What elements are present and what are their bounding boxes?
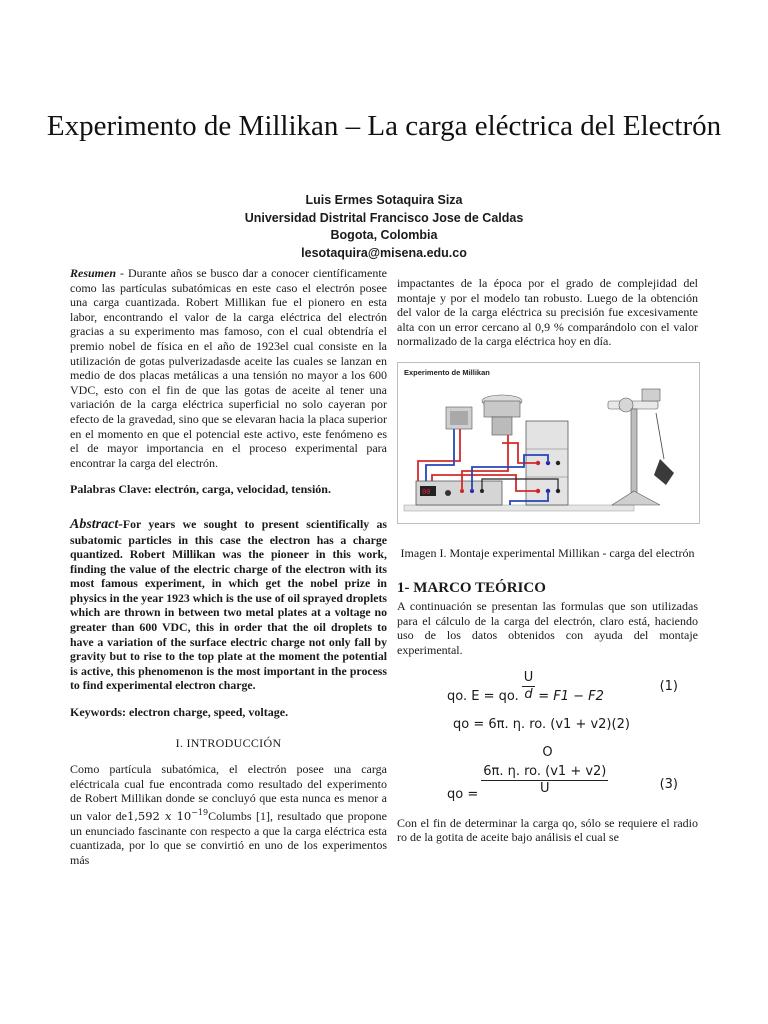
keywords: Keywords: electron charge, speed, voltage. <box>70 705 289 720</box>
intro-paragraph <box>70 762 387 867</box>
intro-text-after: Columbs [1], resultado que propone un enunciado fascinante con respecto a que la carga eléctrica esta cuantizada, por lo que se convirtió en uno de los experimentos más <box>70 809 388 867</box>
palabras-clave: Palabras Clave: electrón, carga, velocidad, tensión. <box>70 482 331 497</box>
millikan-apparatus-illustration <box>398 363 699 523</box>
intro-heading: I. INTRODUCCIÓN <box>175 735 282 750</box>
author-block <box>120 192 648 262</box>
intro-value: 1,592 𝑥 10 <box>126 809 192 823</box>
experiment-figure <box>397 362 700 524</box>
abstract-label: Abstract- <box>70 516 123 532</box>
eq1-fraction: $\frac{U}{d}$ <box>523 669 534 702</box>
intro-exponent: −19 <box>191 808 209 817</box>
resumen-label: Resumen <box>70 266 117 280</box>
equation-1: qo. E = qo. $\frac{U}{d}$ = F1 − F2 (1) <box>447 669 678 704</box>
equation-3: qo = $\frac{6\pi. \eta. ro. (v1 + v2)}{U}$ (3) <box>447 763 678 802</box>
figure-label: Experimento de Millikan <box>404 367 490 377</box>
meter-readout: 00 <box>422 487 431 496</box>
resumen-text: - Durante años se busco dar a conocer científicamente como las partículas subatómicas en este caso el electrón posee una carga cuantizada. Robert Millikan fue el pionero en esta labor, encontrando el valor de la carga eléctrica del electrón gracias a su experimento mas famoso, con el cual obtendría el premio nobel de física en el año de 1923el cual consiste en la utilización de gotas pulverizadasde aceite las cuales se lanzan en medio de dos placas metálicas a una tensión no mayor a los 600 VDC, esto con el fin de que las gotas de aceite al tener una variación de la carga eléctrica superficial no solo cayeran por efecto de la gravedad, sino que se elevaran hacia la placa superior en el momento en que el potencial este activo, este fenómeno es el de mayor importancia en el proceso experimental para encontrar la carga del electrón. <box>70 266 387 470</box>
left-column <box>70 266 387 867</box>
figure-caption: Imagen I. Montaje experimental Millikan - carga del electrón <box>400 545 695 560</box>
eq3-tag: (3) <box>659 776 678 792</box>
resumen-paragraph <box>70 266 387 470</box>
abstract-text: For years we sought to present scientifically as subatomic particles in this case the electron has a charge quantized. Robert Millikan was the pioneer in this work, finding the value of the electric charge of the electron with its most famous experiment, in which get the nobel prize in physics in the year 1923 which is the use of oil sprayed droplets which are thrown in between two metal plates at a voltage no greater than 600 VDC, this in order that the oil droplets to have a variation of the surface electric charge not only fall by gravity but to rise to the top plate at the moment the potential is active, this phenomenon is the most important in the process to find experimental electron charge. <box>70 516 387 693</box>
right-top-paragraph: impactantes de la época por el grado de complejidad del montaje y por el modelo tan robusto. Luego de la obtención del valor de la carga eléctrica su precisión fue excesivamente alta con un error cercano al 0,9 % comparándolo con el valor normalizado de la carga eléctrica hoy en día. <box>397 276 698 349</box>
author-email[interactable]: lesotaquira@misena.edu.co <box>301 245 467 260</box>
marco-heading: 1- MARCO TEÓRICO <box>397 579 546 596</box>
right-column <box>397 276 698 845</box>
author-location: Bogota, Colombia <box>330 228 438 242</box>
eq3-fraction: $\frac{6\pi. \eta. ro. (v1 + v2)}{U}$ <box>483 763 607 796</box>
eq1-tag: (1) <box>659 678 678 694</box>
or-separator: O <box>542 744 553 760</box>
paper-title: Experimento de Millikan – La carga eléctrica del Electrón <box>46 110 722 142</box>
closing-paragraph: Con el fin de determinar la carga qo, sólo se requiere el radio ro de la gotita de aceite bajo análisis el cual se <box>397 815 698 845</box>
intro-text-before: Como partícula subatómica, el electrón posee una carga eléctricala cual fue encontrada como resultado del experimento de Robert Millikan donde se concluyó que esta nunca es menor a un valor de <box>70 762 387 823</box>
equation-2: qo = 6π. η. ro. (v1 + v2)(2) <box>453 716 630 732</box>
author-name: Luis Ermes Sotaquira Siza <box>305 193 463 207</box>
marco-paragraph: A continuación se presentan las formulas que son utilizadas para el cálculo de la carga del electrón, claro está, haciendo uso de los datos obtenidos con ayuda del montaje experimental. <box>397 599 698 657</box>
abstract-paragraph <box>70 517 387 693</box>
author-affiliation: Universidad Distrital Francisco Jose de Caldas <box>244 210 524 225</box>
